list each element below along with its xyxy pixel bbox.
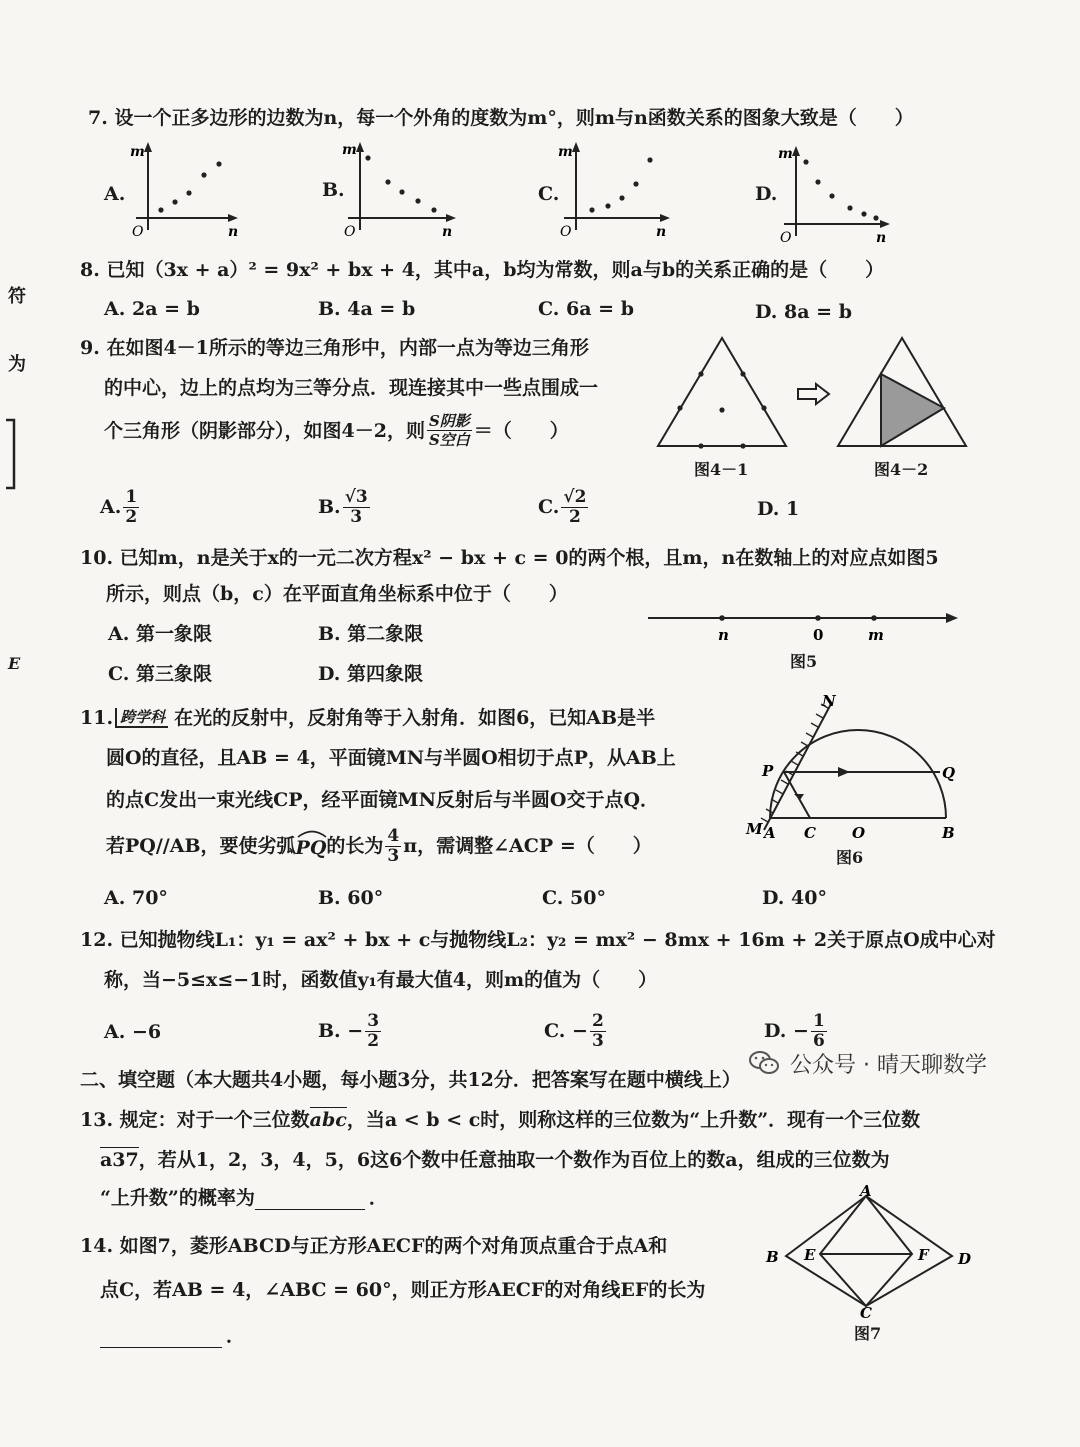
q13-line2: a37，若从1，2，3，4，5，6这6个数中任意抽取一个数作为百位上的数a，组成的三位数为 (100, 1149, 890, 1171)
q7-graph-c (556, 140, 672, 240)
q11-option-c: C. 50° (542, 887, 606, 909)
section-2-heading: 二、填空题（本大题共4小题，每小题3分，共12分．把答案写在题中横线上） (80, 1069, 741, 1091)
q7-c-origin: O (560, 224, 572, 240)
q11-line3: 的点C发出一束光线CP，经平面镜MN反射后与半圆O交于点Q． (106, 789, 660, 811)
q7-option-b: B. (322, 179, 345, 201)
q10-fig-caption: 图5 (790, 652, 818, 671)
watermark (748, 1047, 987, 1079)
q14-label-c: C (860, 1304, 872, 1318)
q14-line3: ． (100, 1324, 245, 1348)
q7-b-y-label: m (342, 142, 357, 158)
q7-graph-a (128, 140, 240, 240)
q9-figure-4-2 (834, 334, 970, 452)
q8-option-d: D. 8a = b (755, 301, 852, 323)
q11-label-q: Q (942, 764, 956, 782)
q9-ratio-num: S阴影 (428, 412, 470, 430)
q7-option-d: D. (755, 183, 778, 205)
q14-label-e: E (804, 1246, 816, 1264)
q14-answer-blank[interactable] (100, 1329, 222, 1348)
q9-option-a: A. $\frac{1}{2}$ (100, 486, 138, 527)
side-mark-3: E (8, 654, 21, 673)
q7-c-y-label: m (558, 144, 573, 160)
q11-option-a: A. 70° (104, 887, 168, 909)
q14-figure-7 (762, 1184, 978, 1318)
q7-stem: 7. 设一个正多边形的边数为n，每一个外角的度数为m°，则m与n函数关系的图象大致是（ ） (88, 107, 914, 129)
q7-c-x-label: n (656, 224, 667, 240)
q12-line2: 称，当−5≤x≤−1时，函数值y₁有最大值4，则m的值为（ ） (104, 969, 658, 991)
q12-line1: 12. 已知抛物线L₁：y₁ = ax² + bx + c与抛物线L₂：y₂ = mx² − 8mx + 16m + 2关于原点O成中心对 (80, 929, 996, 951)
q11-option-b: B. 60° (318, 887, 384, 909)
q14-label-a: A (860, 1184, 872, 1200)
q10-line1: 10. 已知m，n是关于x的一元二次方程x² − bx + c = 0的两个根，且m，n在数轴上的对应点如图5 (80, 547, 939, 569)
q11-label-o: O (852, 824, 866, 840)
q8-option-a: A. 2a = b (104, 298, 200, 320)
q10-option-d: D. 第四象限 (318, 663, 424, 685)
q7-a-origin: O (132, 224, 144, 240)
q10-number-line (646, 606, 962, 646)
q7-graph-b (340, 140, 458, 240)
q7-d-origin: O (780, 230, 792, 244)
q8-option-b: B. 4a = b (318, 298, 416, 320)
q14-label-d: D (958, 1250, 972, 1268)
side-mark-2: 为 (8, 354, 26, 375)
side-bracket (4, 418, 18, 490)
q13-answer-blank[interactable] (255, 1191, 365, 1210)
q7-option-a: A. (104, 183, 126, 205)
q10-option-a: A. 第一象限 (108, 623, 212, 645)
q7-d-x-label: n (876, 230, 887, 244)
q9-option-c: C. $\frac{√2}{2}$ (538, 486, 587, 527)
q10-line2: 所示，则点（b，c）在平面直角坐标系中位于（ ） (106, 583, 568, 605)
watermark-text: 公众号 · 晴天聊数学 (790, 1052, 987, 1078)
wechat-logo-icon (748, 1048, 780, 1078)
q9-line3 (104, 412, 569, 449)
q10-label-0: 0 (813, 626, 824, 644)
q9-line2: 的中心，边上的点均为三等分点．现连接其中一些点围成一 (104, 377, 599, 399)
q11-number: 11. (80, 707, 114, 729)
q9-area-ratio (427, 412, 472, 449)
q14-line1: 14. 如图7，菱形ABCD与正方形AECF的两个对角顶点重合于点A和 (80, 1235, 668, 1257)
q11-line2: 圆O的直径，且AB = 4，平面镜MN与半圆O相切于点P，从AB上 (106, 747, 676, 769)
q9-option-d: D. 1 (757, 498, 800, 520)
q12-option-c: C. − $\frac{2}{3}$ (544, 1010, 604, 1051)
q11-label-c: C (804, 824, 816, 840)
q10-option-b: B. 第二象限 (318, 623, 424, 645)
q8-option-c: C. 6a = b (538, 298, 634, 320)
q12-option-d: D. − $\frac{1}{6}$ (764, 1010, 825, 1051)
q11-label-n: N (822, 692, 836, 710)
side-mark-1: 符 (8, 286, 26, 307)
arc-symbol-icon (296, 828, 328, 838)
q14-label-b: B (766, 1248, 779, 1266)
q9-figure-4-1 (654, 334, 790, 452)
q11-option-d: D. 40° (762, 887, 827, 909)
q7-a-x-label: n (228, 224, 239, 240)
q11-line1: 11. 跨学科 在光的反射中，反射角等于入射角．如图6，已知AB是半 (80, 707, 656, 729)
q13-line1: 13. 规定：对于一个三位数abc，当a < b < c时，则称这样的三位数为“上升数”．现有一个三位数 (80, 1109, 921, 1131)
q11-figure-6 (742, 690, 968, 840)
q8-stem: 8. 已知（3x + a）² = 9x² + bx + 4，其中a，b均为常数，则a与b的关系正确的是（ ） (80, 259, 885, 281)
q9-fig2-caption: 图4－2 (874, 460, 929, 479)
q12-option-a: A. −6 (104, 1021, 162, 1043)
q7-b-origin: O (344, 224, 356, 240)
q9-line3-pre: 个三角形（阴影部分），如图4－2，则 (104, 419, 425, 442)
q10-label-m: m (868, 626, 884, 644)
q11-fig-caption: 图6 (836, 848, 864, 867)
q7-a-y-label: m (130, 144, 145, 160)
q14-line2: 点C，若AB = 4，∠ABC = 60°，则正方形AECF的对角线EF的长为 (100, 1279, 706, 1301)
q12-option-b: B. − $\frac{3}{2}$ (318, 1010, 380, 1051)
q14-fig-caption: 图7 (854, 1324, 882, 1343)
q9-ratio-den: S空白 (428, 431, 470, 449)
q11-line4: 若PQ//AB，要使劣弧 PQ 的长为 $\frac{4}{3}$ π，需调整∠ACP =（ ） (106, 825, 652, 866)
q11-label-p: P (762, 762, 774, 780)
q7-b-x-label: n (442, 224, 453, 240)
q11-label-m: M (746, 820, 763, 838)
q9-fig1-caption: 图4－1 (694, 460, 749, 479)
q10-label-n: n (718, 626, 729, 644)
q9-line1: 9. 在如图4－1所示的等边三角形中，内部一点为等边三角形 (80, 337, 589, 359)
q14-label-f: F (918, 1246, 929, 1264)
q9-line3-post: ＝（ ） (473, 419, 569, 442)
q13-line3: “上升数”的概率为 ． (100, 1187, 388, 1209)
q7-option-c: C. (538, 183, 560, 205)
q7-graph-d (776, 144, 892, 244)
q9-transform-arrow-icon (796, 382, 832, 406)
q7-d-y-label: m (778, 146, 793, 162)
q11-label-b: B (942, 824, 955, 840)
q13-a37: a37 (100, 1149, 139, 1171)
q9-option-b: B. $\frac{√3}{3}$ (318, 486, 368, 527)
q11-label-a: A (764, 824, 776, 840)
q11-tag-badge: 跨学科 (115, 708, 168, 728)
q10-option-c: C. 第三象限 (108, 663, 213, 685)
q11-arc-pq: PQ (296, 832, 327, 860)
q13-abc: abc (309, 1109, 347, 1131)
